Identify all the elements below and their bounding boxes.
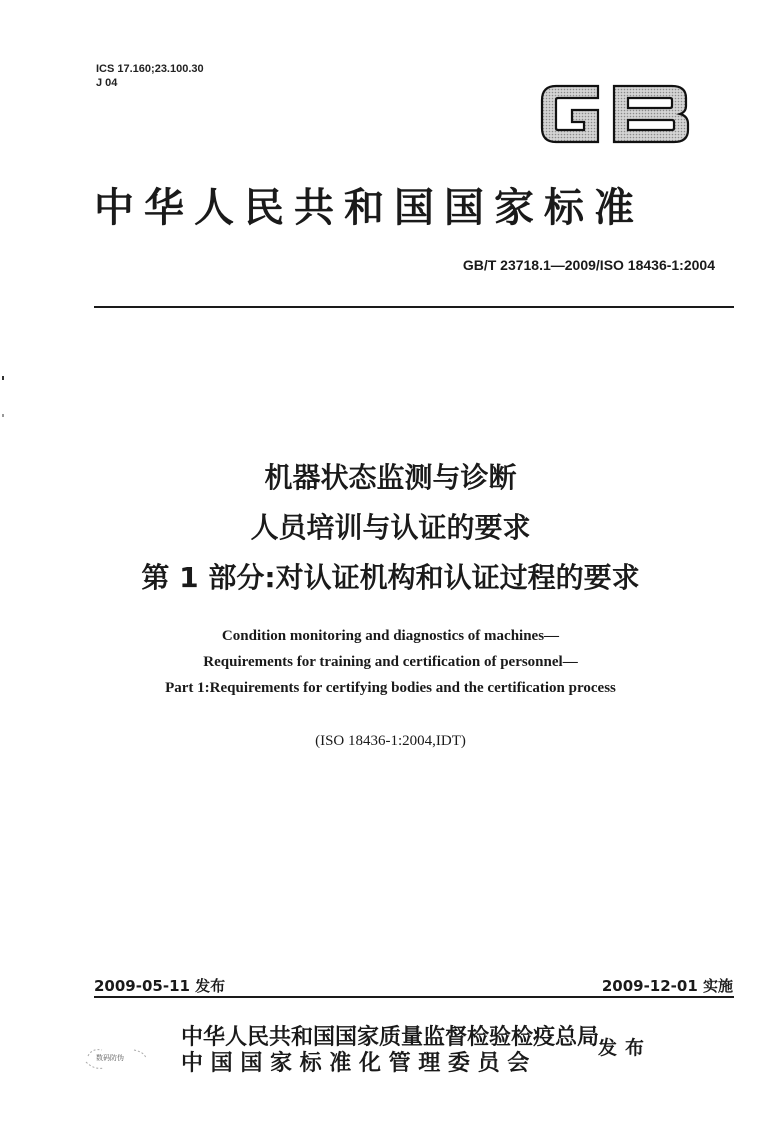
publish-label: 发布 [598, 1037, 653, 1059]
title-en-line1: Condition monitoring and diagnostics of machines— [221, 628, 560, 644]
title-cn-line2: 人员培训与认证的要求 [250, 511, 531, 544]
issue-date: 2009-05-11 发布 [94, 977, 226, 995]
gb-logo [536, 76, 696, 152]
title-cn-line1: 机器状态监测与诊断 [264, 461, 517, 494]
issuer-sac: 中 国 国 家 标 准 化 管 理 委 员 会 [181, 1051, 530, 1076]
footer-divider [94, 996, 734, 998]
header-divider [94, 306, 734, 308]
anti-counterfeit-seal [82, 1042, 152, 1072]
scan-mark [2, 376, 4, 380]
national-standard-heading: 中华人民共和国国家标准 [94, 185, 644, 231]
seal-text: 数码防伪 [96, 1054, 124, 1062]
ccs-code: J 04 [96, 77, 118, 89]
scan-mark [2, 414, 4, 417]
ics-code: ICS 17.160;23.100.30 [96, 63, 204, 75]
standard-number: GB/T 23718.1—2009/ISO 18436-1:2004 [462, 257, 715, 273]
implementation-date: 2009-12-01 实施 [601, 977, 733, 995]
issuer-aqsiq: 中华人民共和国国家质量监督检验检疫总局 [181, 1025, 600, 1050]
title-en-line2: Requirements for training and certification of personnel— [203, 654, 578, 670]
ics-classification [96, 62, 204, 90]
iso-equivalence: (ISO 18436-1:2004,IDT) [315, 733, 466, 749]
title-en-line3: Part 1:Requirements for certifying bodies and the certification process [165, 680, 616, 696]
title-cn-line3: 第 1 部分:对认证机构和认证过程的要求 [141, 561, 640, 594]
